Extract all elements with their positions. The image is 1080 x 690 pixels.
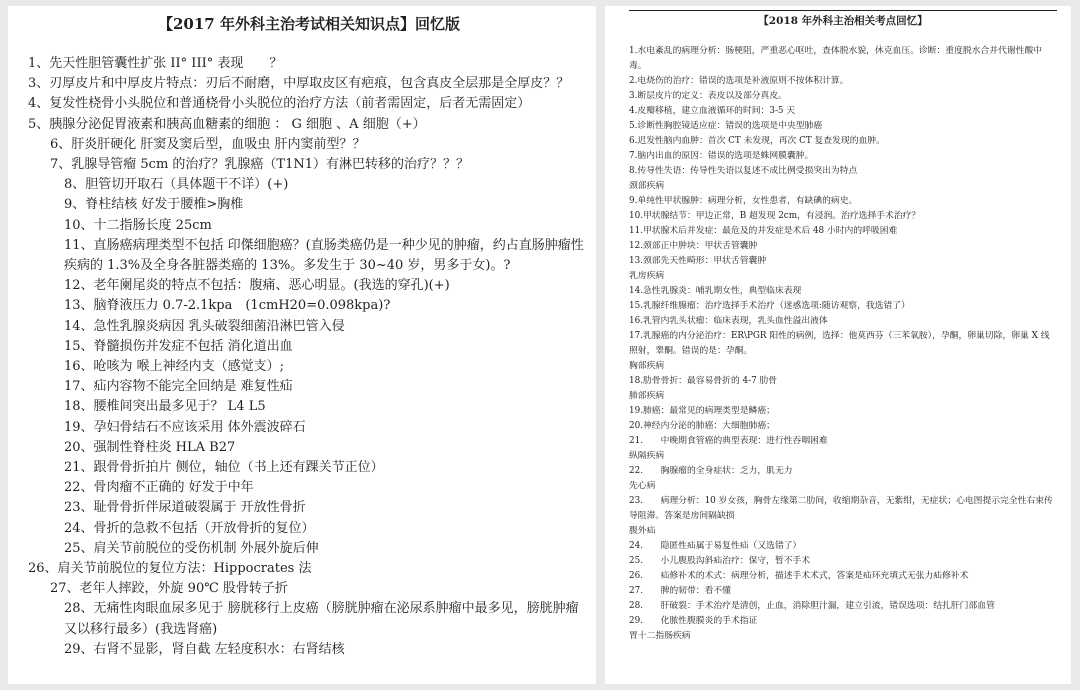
left-item-27: 27、老年人摔跤，外旋 90℃ 股骨转子折 [50,581,288,597]
right-item-29: 29. 化脓性腹膜炎的手术指证 [629,616,758,626]
left-item-1: 1、先天性胆管囊性扩张 II° III° 表现 ？ [28,56,283,71]
section-mediastinum: 纵隔疾病 [629,451,665,461]
left-item-6: 6、肝炎肝硬化 肝窦及窦后型，血吸虫 肝内窦前型？？ [50,136,366,152]
left-page-body [28,54,590,660]
right-item-27: 27. 脾的韧带：看不懂 [629,586,731,596]
left-item-19: 19、孕妇骨结石不应该采用 体外震波碎石 [64,419,306,435]
left-item-26: 26、肩关节前脱位的复位方法：Hippocrates 法 [28,561,312,577]
right-item-13: 13.颈部先天性畸形：甲状舌管囊肿 [629,256,767,266]
left-item-7: 7、乳腺导管瘤 5cm 的治疗？乳腺癌（T1N1）有淋巴转移的治疗？？？ [50,157,470,173]
right-item-3: 3.断层皮片的定义：表皮以及部分真皮。 [629,91,787,101]
left-document-page [8,6,596,684]
left-item-12: 12、老年阑尾炎的特点不包括：腹痛、恶心明显。(我选的穿孔)(+) [64,278,450,294]
right-item-12: 12.颈部正中肿块：甲状舌管囊肿 [629,241,758,251]
section-chest: 胸部疾病 [629,361,665,371]
left-item-13: 13、脑脊液压力 0.7-2.1kpa (1cmH20=0.098kpa)? [64,298,391,314]
right-item-8: 8.传导性失语：传导性失语以复述不成比例受损突出为特点 [629,166,858,176]
left-item-15: 15、脊髓损伤并发症不包括 消化道出血 [64,338,293,354]
right-item-15: 15.乳腺纤维腺瘤：治疗选择手术治疗（迷惑选项:随访观察，我选错了） [629,301,910,311]
right-item-2: 2.电烧伤的治疗：错误的选项是补液原则不按体积计算。 [629,76,849,86]
left-item-20: 20、强制性脊柱炎 HLA B27 [64,439,236,455]
right-item-24: 24. 隐匿性疝属于易复性疝（又选错了） [629,541,802,551]
right-item-28: 28. 肝破裂：手术治疗是清创，止血，消除胆汁漏，建立引流，错误选项：结扎肝门部血管 [629,601,995,611]
left-item-8: 8、胆管切开取石（具体题干不详）(+) [64,177,289,193]
section-hernia: 腹外疝 [629,526,656,536]
left-item-9: 9、脊柱结核 好发于腰椎>胸椎 [64,197,244,213]
right-item-16: 16.乳管内乳头状瘤：临床表现，乳头血性溢出液体 [629,316,828,326]
right-item-19: 19.肺癌：最常见的病理类型是鳞癌； [629,406,775,416]
left-item-10: 10、十二指肠长度 25cm [64,217,212,233]
right-item-5: 5.诊断性胸腔镜适应症：错误的选项是中央型肺癌 [629,121,823,131]
left-page-title: 【2017 年外科主治考试相关知识点】回忆版 [158,15,460,33]
section-gastroduodenal: 胃十二指肠疾病 [629,631,691,641]
right-item-1: 1.水电紊乱的病理分析：肠梗阻，严重恶心呕吐，查体脱水貌，休克血压。诊断：重度脱水合并代谢性酸中毒。 [629,46,1043,71]
section-lung: 肺部疾病 [629,391,665,401]
left-item-22: 22、骨肉瘤不正确的 好发于中年 [64,480,254,496]
right-page-title: 【2018 年外科主治相关考点回忆】 [629,10,1057,31]
right-item-6: 6.迟发性脑内血肿：首次 CT 未发现，再次 CT 复查发现的血肿。 [629,136,885,146]
right-item-25: 25. 小儿腹股沟斜疝治疗：保守，暂不手术 [629,556,811,566]
right-item-23: 23. 病理分析：10 岁女孩，胸骨左缘第二肋间，收缩期杂音，无紫绀，无症状；心电图提示完全性右束传导阻滞。答案是房间隔缺损 [629,496,1053,521]
left-item-5: 5、胰腺分泌促胃液素和胰高血糖素的细胞 ： G 细胞 、A 细胞（+） [28,116,426,132]
left-item-21: 21、跟骨骨折拍片 侧位，轴位（书上还有踝关节正位） [64,460,384,476]
left-item-18: 18、腰椎间突出最多见于？ L4 L5 [64,399,266,415]
right-item-21: 21. 中晚期食管癌的典型表现：进行性吞咽困难 [629,436,828,446]
right-item-20: 20.神经内分泌的肺癌：大细胞肺癌； [629,421,775,431]
left-item-3: 3、刃厚皮片和中厚皮片特点：刃后不耐磨，中厚取皮区有疤痕，包含真皮全层那是全厚皮？？ [28,76,570,92]
right-item-18: 18.肋骨骨折：最容易骨折的 4-7 肋骨 [629,376,778,386]
right-item-22: 22. 胸腺瘤的全身症状：乏力，肌无力 [629,466,793,476]
left-item-17: 17、疝内容物不能完全回纳是 难复性疝 [64,379,293,395]
left-item-28: 28、无痛性肉眼血尿多见于 膀胱移行上皮癌（膀胱肿瘤在泌尿系肿瘤中最多见，膀胱肿瘤又以移行最多）(我选肾癌) [64,601,579,637]
left-item-14: 14、急性乳腺炎病因 乳头破裂细菌沿淋巴管入侵 [64,318,345,334]
right-page-body [629,44,1057,644]
left-item-16: 16、呛咳为 喉上神经内支（感觉支）; [64,359,285,375]
section-neck: 颈部疾病 [629,181,665,191]
right-item-7: 7.脑内出血的原因：错误的选项是蛛网膜囊肿。 [629,151,814,161]
left-item-24: 24、骨折的急救不包括（开放骨折的复位） [64,520,315,536]
section-breast: 乳房疾病 [629,271,665,281]
right-item-9: 9.单纯性甲状腺肿：病理分析，女性患者，有缺碘的病史。 [629,196,858,206]
left-item-11: 11、直肠癌病理类型不包括 印傑细胞癌？(直肠类癌仍是一种少见的肿瘤，约占直肠肿瘤性疾病的 1.3%及全身各脏器类癌的 13%。多发生于 30~40 岁，男多于女)。? [64,237,584,274]
right-item-26: 26. 疝修补术的术式：病理分析，描述手术术式，答案是疝环充填式无张力疝修补术 [629,571,969,581]
right-item-11: 11.甲状腺术后并发症：最危及的并发症是术后 48 小时内的呼吸困难 [629,226,898,236]
left-item-29: 29、右肾不显影，肾自截 左轻度积水：右肾结核 [64,641,345,657]
right-item-17: 17.乳腺癌的内分泌治疗：ER\PGR 阳性的病例，选择：他莫西芬（三苯氧胺），孕酮，卵巢切除，卵巢 X 线照射，睾酮。错误的是：孕酮。 [629,331,1050,356]
right-item-4: 4.皮瓣移植，建立血液循环的时间：3-5 天 [629,106,796,116]
left-item-4: 4、复发性桡骨小头脱位和普通桡骨小头脱位的治疗方法（前者需固定，后者无需固定） [28,96,531,112]
right-item-10: 10.甲状腺结节：甲边正常，B 超发现 2cm，有浸润。治疗选择手术治疗？ [629,211,921,221]
left-item-25: 25、肩关节前脱位的受伤机制 外展外旋后伸 [64,540,319,556]
section-congenital-heart: 先心病 [629,481,656,491]
right-document-page [605,6,1071,684]
right-item-14: 14.急性乳腺炎：哺乳期女性，典型临床表现 [629,286,802,296]
left-item-23: 23、耻骨骨折伴尿道破裂属于 开放性骨折 [64,500,306,516]
